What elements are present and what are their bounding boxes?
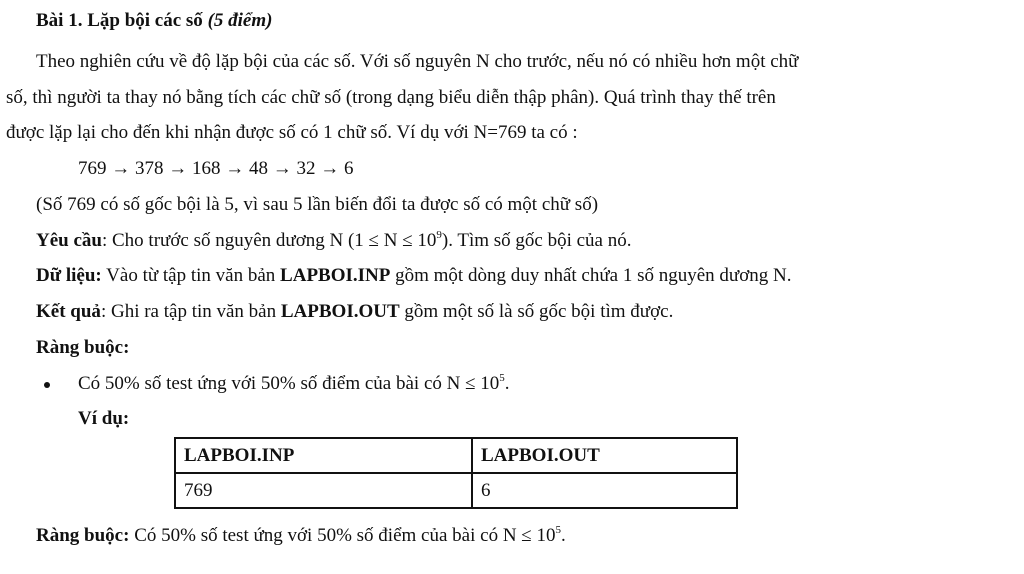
requirement-text-end: ). Tìm số gốc bội của nó. [441,230,632,251]
input-spec-text-end: gồm một dòng duy nhất chứa 1 số nguyên dương N. [390,265,792,286]
footer-end: . [560,525,566,546]
table-header-input: LAPBOI.INP [175,438,472,473]
output-spec-label: Kết quả [36,301,101,322]
table-cell-input: 769 [175,473,472,508]
output-spec-text: : Ghi ra tập tin văn bản [100,301,281,322]
output-file-name: LAPBOI.OUT [280,301,400,322]
table-cell-output: 6 [472,473,737,508]
bullet-text: Có 50% số test ứng với 50% số điểm của bài có N ≤ 10 [78,373,500,394]
title-points: (5 điểm) [207,10,273,31]
example-table [174,437,738,509]
requirement-line [36,229,632,253]
problem-title [36,9,272,33]
note-line: (Số 769 có số gốc bội là 5, vì sau 5 lần biến đổi ta được số có một chữ số) [36,194,599,215]
input-file-name: LAPBOI.INP [280,265,391,286]
input-spec-label: Dữ liệu: [36,265,102,286]
input-spec-line [36,264,791,288]
bullet-end: . [504,373,510,394]
intro-line-2: số, thì người ta thay nó bằng tích các chữ số (trong dạng biểu diễn thập phân). Quá trình thay thế trên [6,87,776,108]
sequence-line: 769 → 378 → 168 → 48 → 32 → 6 [78,158,354,179]
footer-text: Có 50% số test ứng với 50% số điểm của bài có N ≤ 10 [129,525,556,546]
bullet-exponent: 5 [499,372,505,384]
requirement-text: : Cho trước số nguyên dương N (1 ≤ N ≤ 10 [101,230,437,251]
intro-line-1: Theo nghiên cứu về độ lặp bội của các số. Với số nguyên N cho trước, nếu nó có nhiều hơn một chữ [36,51,799,72]
footer-label: Ràng buộc: [36,525,130,546]
example-heading: Ví dụ: [78,408,130,429]
table-row [175,473,737,508]
bullet-item [78,372,510,396]
input-spec-text: Vào từ tập tin văn bản [101,265,281,286]
footer-exponent: 5 [555,524,561,536]
table-header-output: LAPBOI.OUT [472,438,737,473]
bullet-icon [44,382,50,388]
output-spec-line [36,300,673,324]
title-main: Bài 1. Lặp bội các số [36,10,203,31]
requirement-label: Yêu cầu [36,230,102,251]
footer-constraint-line [36,524,566,548]
table-header-row [175,438,737,473]
intro-line-3: được lặp lại cho đến khi nhận được số có 1 chữ số. Ví dụ với N=769 ta có : [6,122,578,143]
constraints-heading: Ràng buộc: [36,337,130,358]
requirement-exponent: 9 [436,229,442,241]
output-spec-text-end: gồm một số là số gốc bội tìm được. [399,301,674,322]
